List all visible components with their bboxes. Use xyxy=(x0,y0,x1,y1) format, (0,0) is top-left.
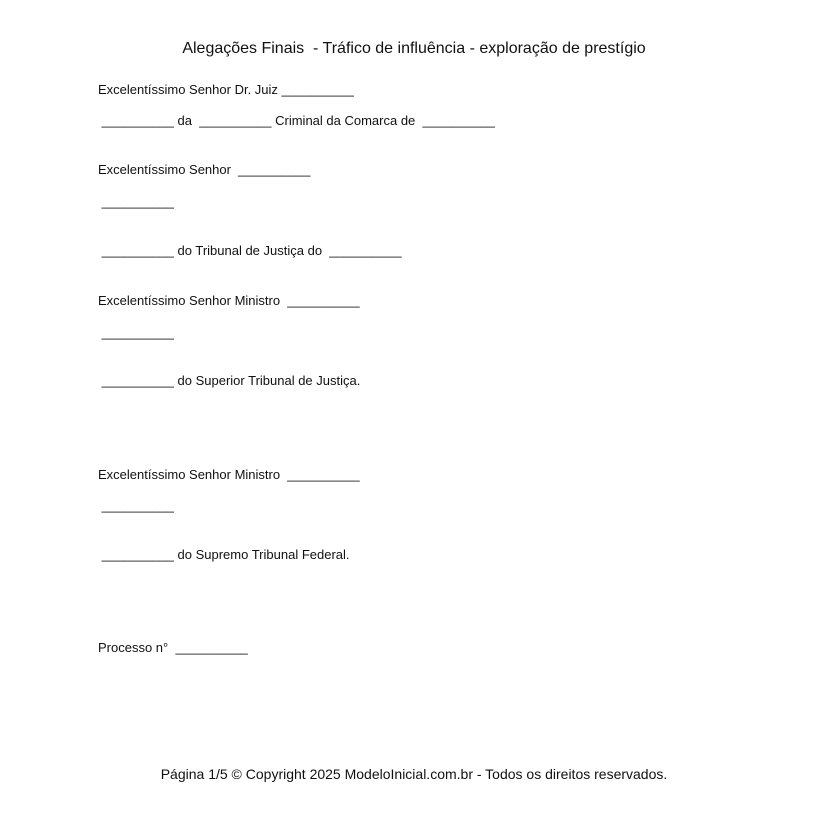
addressee-judge-line: Excelentíssimo Senhor Dr. Juiz __________ xyxy=(98,82,354,97)
blank-line: __________ xyxy=(98,498,174,513)
stf-line: __________ do Supremo Tribunal Federal. xyxy=(98,547,350,562)
blank-line: __________ xyxy=(98,194,174,209)
blank-line: __________ xyxy=(98,325,174,340)
addressee-senhor-line: Excelentíssimo Senhor __________ xyxy=(98,162,311,177)
tribunal-justica-line: __________ do Tribunal de Justiça do __________ xyxy=(98,243,402,258)
page-footer: Página 1/5 © Copyright 2025 ModeloInicial.com.br - Todos os direitos reservados. xyxy=(160,766,668,782)
stj-line: __________ do Superior Tribunal de Justiça. xyxy=(98,373,361,388)
process-number-line: Processo n° __________ xyxy=(98,640,248,655)
court-line: __________ da __________ Criminal da Comarca de __________ xyxy=(98,113,495,128)
document-title: Alegações Finais - Tráfico de influência - exploração de prestígio xyxy=(182,40,646,57)
addressee-minister-stf-line: Excelentíssimo Senhor Ministro __________ xyxy=(98,467,360,482)
addressee-minister-stj-line: Excelentíssimo Senhor Ministro __________ xyxy=(98,293,360,308)
